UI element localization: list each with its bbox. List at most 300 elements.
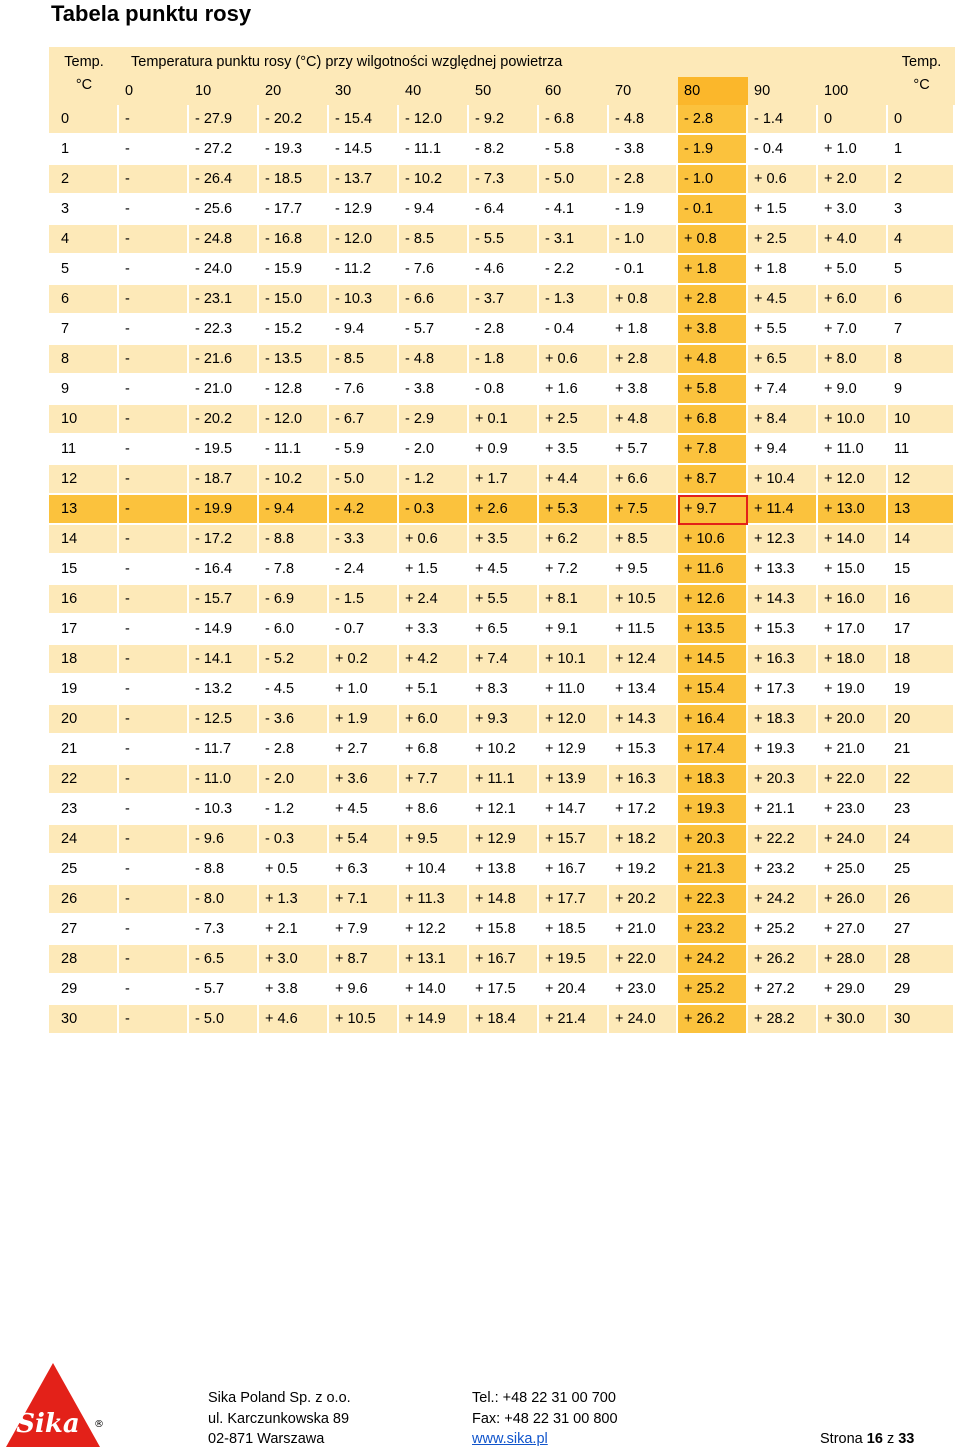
dew-point-cell: - 0.4 (748, 135, 818, 165)
dew-point-cell: + 5.1 (399, 675, 469, 705)
dew-point-cell: + 17.0 (818, 615, 888, 645)
dew-point-cell: + 9.5 (399, 825, 469, 855)
dew-point-cell: + 16.0 (818, 585, 888, 615)
dew-point-cell: - 6.8 (539, 105, 609, 135)
row-temp-right: 15 (888, 555, 955, 585)
dew-point-cell: - 4.6 (469, 255, 539, 285)
dew-point-cell: - 6.7 (329, 405, 399, 435)
dew-point-cell: + 10.4 (748, 465, 818, 495)
row-temp-right: 27 (888, 915, 955, 945)
dew-point-cell: + 16.3 (748, 645, 818, 675)
dew-point-cell: + 6.5 (748, 345, 818, 375)
dew-point-table (49, 47, 955, 1035)
dew-point-cell: - (119, 795, 189, 825)
table-row (49, 135, 955, 165)
row-temp-left: 19 (49, 675, 119, 705)
page-prefix: Strona (820, 1431, 863, 1447)
dew-point-cell: - 5.0 (539, 165, 609, 195)
humidity-header-60: 60 (539, 77, 609, 105)
dew-point-cell: + 12.9 (539, 735, 609, 765)
row-temp-left: 1 (49, 135, 119, 165)
dew-point-cell: - 6.4 (469, 195, 539, 225)
row-temp-left: 9 (49, 375, 119, 405)
humidity-header-100: 100 (818, 77, 888, 105)
humidity-header-10: 10 (189, 77, 259, 105)
row-temp-left: 10 (49, 405, 119, 435)
dew-point-cell: - 21.6 (189, 345, 259, 375)
dew-point-cell: - 12.0 (329, 225, 399, 255)
dew-point-cell: - (119, 675, 189, 705)
dew-point-cell: + 11.0 (539, 675, 609, 705)
dew-point-cell: + 6.0 (818, 285, 888, 315)
dew-point-cell: + 0.8 (609, 285, 678, 315)
row-temp-right: 26 (888, 885, 955, 915)
dew-point-cell: - 14.5 (329, 135, 399, 165)
dew-point-cell: + 13.1 (399, 945, 469, 975)
dew-point-cell: + 8.0 (818, 345, 888, 375)
dew-point-cell: + 7.0 (818, 315, 888, 345)
humidity-header-0: 0 (119, 77, 189, 105)
dew-point-cell: - (119, 195, 189, 225)
dew-point-cell: + 7.9 (329, 915, 399, 945)
dew-point-cell: - 2.8 (469, 315, 539, 345)
dew-point-cell: + 13.5 (678, 615, 748, 645)
dew-point-cell: + 6.8 (678, 405, 748, 435)
dew-point-cell: + 25.0 (818, 855, 888, 885)
table-row (49, 675, 955, 705)
dew-point-cell: + 1.8 (609, 315, 678, 345)
dew-point-cell: + 4.6 (259, 1005, 329, 1035)
dew-point-cell: + 3.6 (329, 765, 399, 795)
dew-point-cell: + 15.8 (469, 915, 539, 945)
dew-point-cell: - 10.3 (189, 795, 259, 825)
page-total: 33 (898, 1431, 915, 1447)
dew-point-cell: + 29.0 (818, 975, 888, 1005)
dew-point-cell: + 17.4 (678, 735, 748, 765)
dew-point-cell: - 5.7 (189, 975, 259, 1005)
dew-point-cell: + 10.1 (539, 645, 609, 675)
dew-point-cell: + 20.2 (609, 885, 678, 915)
dew-point-cell: + 17.3 (748, 675, 818, 705)
dew-point-cell: - 16.4 (189, 555, 259, 585)
dew-point-cell: - 7.6 (399, 255, 469, 285)
table-row (49, 705, 955, 735)
dew-point-cell: - 6.6 (399, 285, 469, 315)
dew-point-cell: + 9.4 (748, 435, 818, 465)
dew-point-cell: + 25.2 (748, 915, 818, 945)
row-temp-left: 28 (49, 945, 119, 975)
dew-point-cell: - 12.0 (259, 405, 329, 435)
table-row (49, 1005, 955, 1035)
humidity-header-80: 80 (678, 77, 748, 105)
dew-point-cell: + 17.2 (609, 795, 678, 825)
dew-point-cell: + 3.8 (609, 375, 678, 405)
dew-point-cell: - 13.2 (189, 675, 259, 705)
page-number (820, 1429, 914, 1450)
footer-street: ul. Karczunkowska 89 (208, 1410, 350, 1427)
dew-point-cell: - 0.1 (609, 255, 678, 285)
dew-point-cell: - (119, 735, 189, 765)
dew-point-cell: + 10.5 (609, 585, 678, 615)
dew-point-cell: + 13.8 (469, 855, 539, 885)
dew-point-cell: + 24.2 (748, 885, 818, 915)
table-row (49, 255, 955, 285)
dew-point-cell: - 5.0 (189, 1005, 259, 1035)
dew-point-cell: - (119, 375, 189, 405)
dew-point-cell: - 0.3 (399, 495, 469, 525)
header-row-1 (49, 47, 955, 77)
dew-point-cell: + 5.3 (539, 495, 609, 525)
page-current: 16 (866, 1431, 883, 1447)
row-temp-left: 27 (49, 915, 119, 945)
dew-point-cell: - 9.4 (259, 495, 329, 525)
row-temp-left: 15 (49, 555, 119, 585)
row-temp-right: 22 (888, 765, 955, 795)
dew-point-cell: + 19.5 (539, 945, 609, 975)
dew-point-cell: - 2.8 (259, 735, 329, 765)
dew-point-cell: + 1.0 (329, 675, 399, 705)
dew-point-cell: - 3.8 (609, 135, 678, 165)
dew-point-cell: + 5.0 (818, 255, 888, 285)
dew-point-cell: - 1.9 (678, 135, 748, 165)
dew-point-cell: - (119, 255, 189, 285)
humidity-header-70: 70 (609, 77, 678, 105)
dew-point-cell: - 26.4 (189, 165, 259, 195)
footer-city: 02-871 Warszawa (208, 1431, 325, 1447)
row-temp-right: 30 (888, 1005, 955, 1035)
dew-point-cell: - 1.2 (399, 465, 469, 495)
dew-point-cell: + 2.4 (399, 585, 469, 615)
row-temp-right: 25 (888, 855, 955, 885)
dew-point-cell: + 19.0 (818, 675, 888, 705)
dew-point-cell: + 4.8 (609, 405, 678, 435)
table-row (49, 915, 955, 945)
dew-point-cell: + 10.5 (329, 1005, 399, 1035)
dew-point-cell: + 28.0 (818, 945, 888, 975)
dew-point-cell: + 10.0 (818, 405, 888, 435)
dew-point-cell: - (119, 525, 189, 555)
dew-point-cell: - 10.2 (259, 465, 329, 495)
logo-text: Sika (16, 1409, 80, 1439)
dew-point-cell: - (119, 555, 189, 585)
dew-point-cell: - 1.4 (748, 105, 818, 135)
dew-point-cell: + 6.6 (609, 465, 678, 495)
dew-point-cell: - 19.3 (259, 135, 329, 165)
row-temp-right: 9 (888, 375, 955, 405)
dew-point-cell: + 15.4 (678, 675, 748, 705)
row-temp-left: 30 (49, 1005, 119, 1035)
dew-point-cell: - 4.1 (539, 195, 609, 225)
dew-point-cell: + 8.7 (329, 945, 399, 975)
footer-website-link[interactable]: www.sika.pl (472, 1431, 548, 1447)
dew-point-cell: + 21.0 (609, 915, 678, 945)
dew-point-cell: - 24.8 (189, 225, 259, 255)
dew-point-cell: + 19.3 (678, 795, 748, 825)
dew-point-cell: - 1.2 (259, 795, 329, 825)
dew-point-cell: - 6.0 (259, 615, 329, 645)
dew-point-cell: + 17.5 (469, 975, 539, 1005)
table-row (49, 975, 955, 1005)
row-temp-right: 5 (888, 255, 955, 285)
dew-point-cell: + 6.8 (399, 735, 469, 765)
dew-point-cell: - 9.6 (189, 825, 259, 855)
table-row (49, 375, 955, 405)
dew-point-cell: - 9.4 (329, 315, 399, 345)
table-row (49, 555, 955, 585)
dew-point-cell: - (119, 885, 189, 915)
table-row (49, 405, 955, 435)
dew-point-cell: + 18.4 (469, 1005, 539, 1035)
row-temp-left: 25 (49, 855, 119, 885)
dew-point-cell: + 14.0 (818, 525, 888, 555)
dew-point-cell: + 1.5 (399, 555, 469, 585)
dew-point-cell: + 18.3 (748, 705, 818, 735)
dew-point-cell: + 3.8 (678, 315, 748, 345)
dew-point-cell: - 2.0 (399, 435, 469, 465)
dew-point-cell: - (119, 645, 189, 675)
dew-point-cell: + 0.1 (469, 405, 539, 435)
page-separator: z (886, 1431, 895, 1447)
table-row (49, 525, 955, 555)
dew-point-cell: + 0.8 (678, 225, 748, 255)
dew-point-cell: - 1.0 (678, 165, 748, 195)
row-temp-left: 20 (49, 705, 119, 735)
dew-point-cell: - 16.8 (259, 225, 329, 255)
dew-point-cell: + 12.4 (609, 645, 678, 675)
dew-point-cell: + 18.0 (818, 645, 888, 675)
row-temp-right: 21 (888, 735, 955, 765)
marked-dew-point-cell: + 9.7 (678, 495, 748, 525)
dew-point-cell: - 3.1 (539, 225, 609, 255)
humidity-header-50: 50 (469, 77, 539, 105)
dew-point-cell: - (119, 825, 189, 855)
dew-point-cell: + 14.5 (678, 645, 748, 675)
dew-point-cell: 0 (818, 105, 888, 135)
dew-point-cell: - (119, 315, 189, 345)
dew-point-cell: - 4.8 (399, 345, 469, 375)
dew-point-cell: + 24.2 (678, 945, 748, 975)
sika-logo (6, 1363, 104, 1447)
dew-point-cell: - 0.8 (469, 375, 539, 405)
row-temp-right: 12 (888, 465, 955, 495)
dew-point-cell: + 12.0 (539, 705, 609, 735)
dew-point-cell: - 17.2 (189, 525, 259, 555)
dew-point-cell: + 5.5 (469, 585, 539, 615)
dew-point-cell: + 18.3 (678, 765, 748, 795)
dew-point-cell: - 18.7 (189, 465, 259, 495)
footer-fax: Fax: +48 22 31 00 800 (472, 1410, 618, 1427)
dew-point-cell: + 14.7 (539, 795, 609, 825)
dew-point-cell: - 15.2 (259, 315, 329, 345)
dew-point-cell: + 7.1 (329, 885, 399, 915)
dew-point-cell: + 14.9 (399, 1005, 469, 1035)
row-temp-left: 0 (49, 105, 119, 135)
dew-point-cell: + 1.0 (818, 135, 888, 165)
row-temp-left: 24 (49, 825, 119, 855)
dew-point-cell: + 1.6 (539, 375, 609, 405)
dew-point-cell: + 16.3 (609, 765, 678, 795)
dew-point-cell: - 7.8 (259, 555, 329, 585)
row-temp-right: 14 (888, 525, 955, 555)
dew-point-cell: - 27.9 (189, 105, 259, 135)
row-temp-left: 4 (49, 225, 119, 255)
row-temp-left: 29 (49, 975, 119, 1005)
dew-point-cell: - 8.8 (189, 855, 259, 885)
row-temp-left: 6 (49, 285, 119, 315)
dew-point-cell: + 11.0 (818, 435, 888, 465)
dew-point-cell: - 5.8 (539, 135, 609, 165)
dew-point-cell: + 8.1 (539, 585, 609, 615)
dew-point-cell: + 24.0 (818, 825, 888, 855)
dew-point-cell: + 9.5 (609, 555, 678, 585)
dew-point-cell: + 10.4 (399, 855, 469, 885)
dew-point-cell: - (119, 405, 189, 435)
dew-point-cell: + 7.4 (748, 375, 818, 405)
dew-point-cell: - 1.9 (609, 195, 678, 225)
table-row (49, 825, 955, 855)
row-temp-left: 23 (49, 795, 119, 825)
dew-point-cell: - (119, 855, 189, 885)
dew-point-cell: - 4.2 (329, 495, 399, 525)
row-temp-right: 7 (888, 315, 955, 345)
dew-point-cell: + 0.6 (399, 525, 469, 555)
dew-point-cell: - 19.9 (189, 495, 259, 525)
dew-point-cell: - 12.9 (329, 195, 399, 225)
dew-point-cell: + 4.0 (818, 225, 888, 255)
table-row (49, 585, 955, 615)
dew-point-cell: - 7.3 (469, 165, 539, 195)
dew-point-cell: - (119, 135, 189, 165)
row-temp-left: 18 (49, 645, 119, 675)
table-row (49, 285, 955, 315)
dew-point-cell: + 9.6 (329, 975, 399, 1005)
dew-point-cell: + 21.3 (678, 855, 748, 885)
dew-point-cell: + 13.0 (818, 495, 888, 525)
dew-point-cell: - (119, 765, 189, 795)
dew-point-cell: - 1.5 (329, 585, 399, 615)
temp-header-right: Temp. (888, 47, 955, 77)
dew-point-cell: - (119, 165, 189, 195)
table-row (49, 315, 955, 345)
dew-point-cell: - 20.2 (189, 405, 259, 435)
dew-point-cell: + 11.6 (678, 555, 748, 585)
dew-point-cell: + 28.2 (748, 1005, 818, 1035)
dew-point-cell: + 19.3 (748, 735, 818, 765)
table-row (49, 225, 955, 255)
dew-point-cell: - 2.4 (329, 555, 399, 585)
dew-point-cell: - 11.1 (399, 135, 469, 165)
table-row (49, 435, 955, 465)
dew-point-cell: + 7.7 (399, 765, 469, 795)
dew-point-cell: + 8.3 (469, 675, 539, 705)
dew-point-cell: + 13.4 (609, 675, 678, 705)
dew-point-cell: - 22.3 (189, 315, 259, 345)
dew-point-cell: + 6.5 (469, 615, 539, 645)
row-temp-right: 8 (888, 345, 955, 375)
dew-point-cell: - (119, 495, 189, 525)
dew-point-cell: + 6.0 (399, 705, 469, 735)
dew-point-cell: + 12.6 (678, 585, 748, 615)
dew-point-cell: - (119, 345, 189, 375)
dew-point-cell: - 8.0 (189, 885, 259, 915)
dew-point-cell: - 2.8 (609, 165, 678, 195)
row-temp-right: 2 (888, 165, 955, 195)
row-temp-right: 19 (888, 675, 955, 705)
dew-point-cell: + 8.4 (748, 405, 818, 435)
dew-point-cell: - (119, 585, 189, 615)
page-title: Tabela punktu rosy (51, 1, 252, 26)
dew-point-cell: + 15.7 (539, 825, 609, 855)
dew-point-cell: + 2.5 (539, 405, 609, 435)
row-temp-right: 23 (888, 795, 955, 825)
dew-point-cell: - 11.7 (189, 735, 259, 765)
table-row (49, 735, 955, 765)
table-row (49, 615, 955, 645)
row-temp-left: 12 (49, 465, 119, 495)
dew-point-cell: + 1.8 (748, 255, 818, 285)
table-row (49, 885, 955, 915)
dew-point-cell: + 20.3 (748, 765, 818, 795)
dew-point-cell: - 10.3 (329, 285, 399, 315)
row-temp-right: 11 (888, 435, 955, 465)
row-temp-left: 22 (49, 765, 119, 795)
dew-point-cell: - (119, 1005, 189, 1035)
row-temp-left: 14 (49, 525, 119, 555)
table-row (49, 165, 955, 195)
row-temp-right: 28 (888, 945, 955, 975)
row-temp-right: 4 (888, 225, 955, 255)
dew-point-cell: + 0.9 (469, 435, 539, 465)
dew-point-cell: - 18.5 (259, 165, 329, 195)
dew-point-cell: - (119, 465, 189, 495)
dew-point-cell: + 12.2 (399, 915, 469, 945)
dew-point-cell: + 7.8 (678, 435, 748, 465)
table-row (49, 345, 955, 375)
dew-point-cell: - 13.5 (259, 345, 329, 375)
row-temp-left: 21 (49, 735, 119, 765)
table-row (49, 465, 955, 495)
row-temp-left: 26 (49, 885, 119, 915)
dew-point-cell: + 18.2 (609, 825, 678, 855)
dew-point-cell: + 2.0 (818, 165, 888, 195)
dew-point-cell: - 8.5 (399, 225, 469, 255)
dew-point-cell: - 1.8 (469, 345, 539, 375)
row-temp-right: 16 (888, 585, 955, 615)
dew-point-cell: - 0.1 (678, 195, 748, 225)
dew-point-cell: + 23.2 (678, 915, 748, 945)
dew-point-cell: + 10.6 (678, 525, 748, 555)
dew-point-cell: - 7.3 (189, 915, 259, 945)
dew-point-cell: + 9.3 (469, 705, 539, 735)
row-temp-right: 3 (888, 195, 955, 225)
dew-point-cell: - 8.8 (259, 525, 329, 555)
dew-point-cell: + 11.1 (469, 765, 539, 795)
dew-point-cell: - 5.9 (329, 435, 399, 465)
dew-point-cell: + 23.0 (609, 975, 678, 1005)
dew-point-cell: + 26.2 (678, 1005, 748, 1035)
dew-point-cell: + 21.1 (748, 795, 818, 825)
unit-header-right: °C (888, 77, 955, 105)
dew-point-cell: + 3.5 (469, 525, 539, 555)
dew-point-cell: + 2.8 (678, 285, 748, 315)
dew-point-cell: - (119, 285, 189, 315)
dew-point-cell: - (119, 615, 189, 645)
dew-point-cell: + 7.2 (539, 555, 609, 585)
dew-point-cell: - 6.9 (259, 585, 329, 615)
dew-point-cell: - 12.5 (189, 705, 259, 735)
humidity-header-40: 40 (399, 77, 469, 105)
dew-point-cell: - 14.1 (189, 645, 259, 675)
